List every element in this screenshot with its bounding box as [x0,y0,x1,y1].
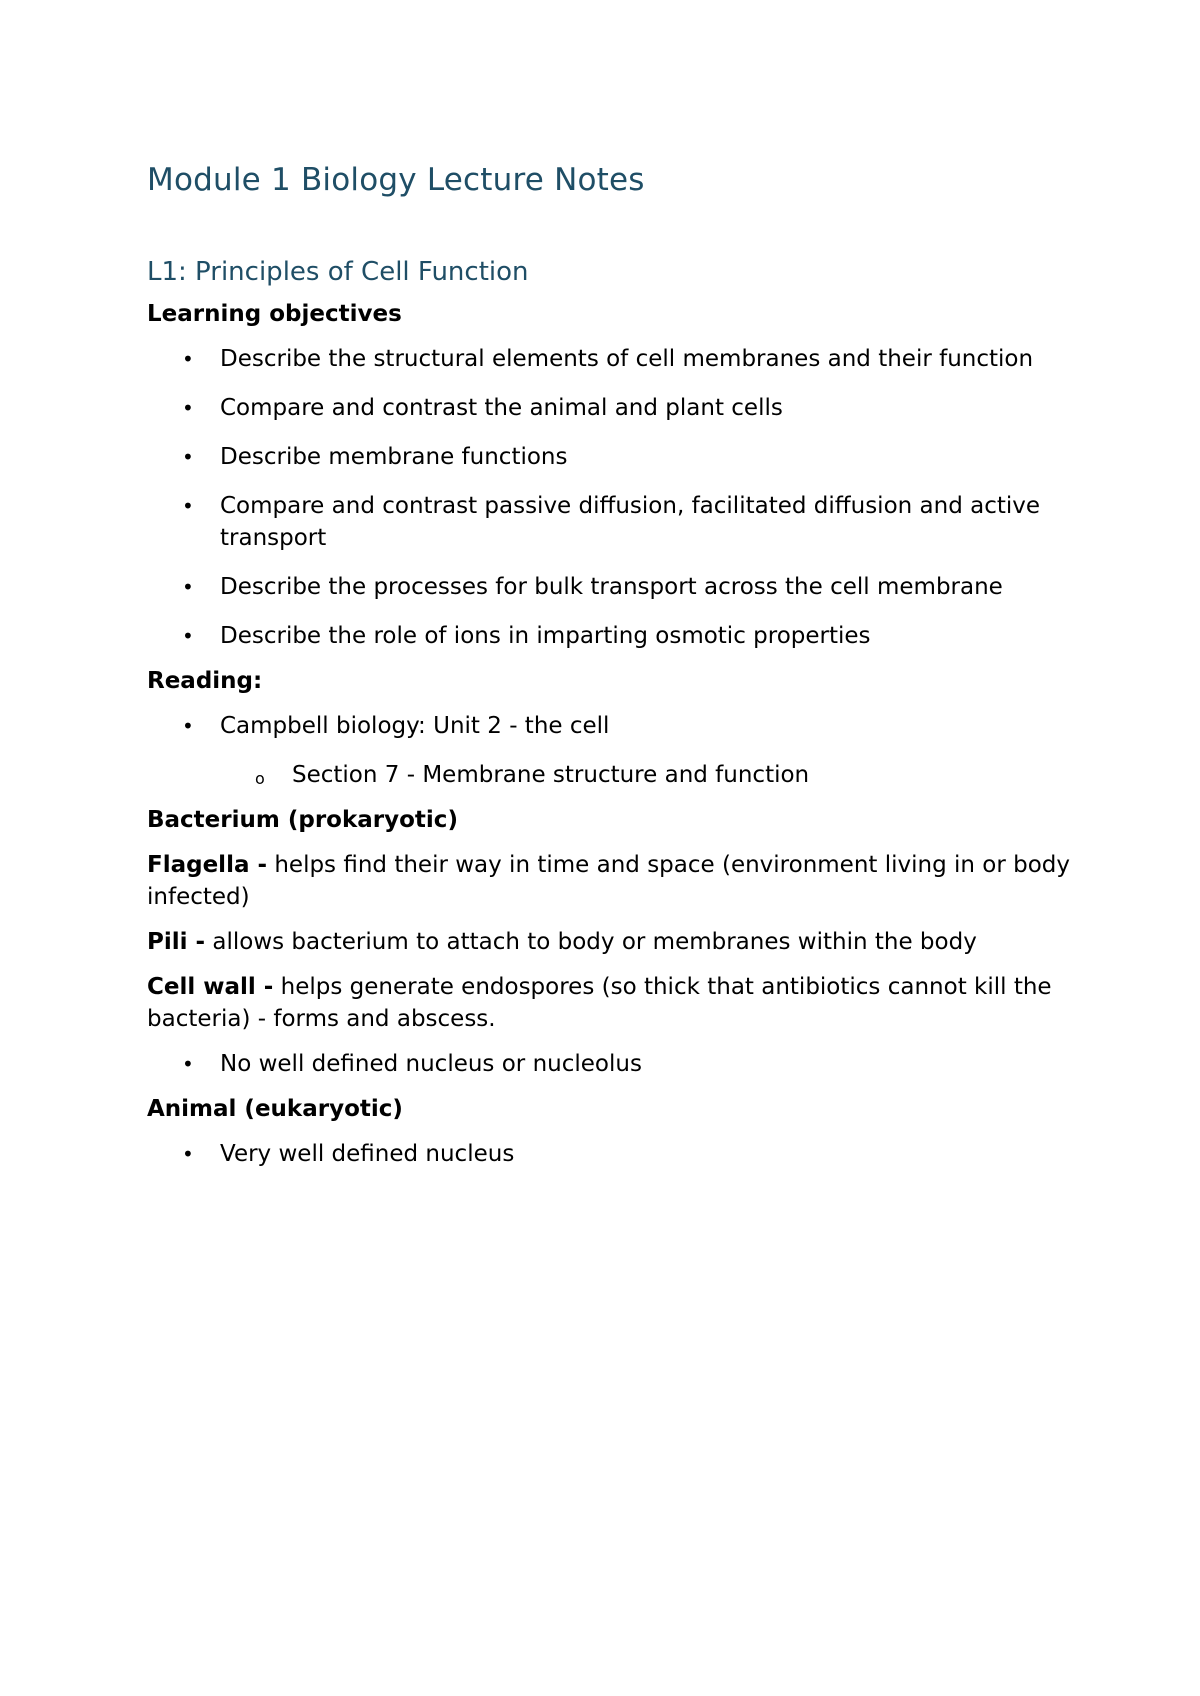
document-page [147,158,1077,1170]
term-cell-wall [147,971,1077,1035]
term-label: Flagella - [147,852,268,878]
bullet-icon: • [182,347,194,371]
list-item [147,1138,1077,1170]
list-item-text: Describe the role of ions in imparting osmotic properties [220,623,871,649]
list-item [147,571,1077,603]
bullet-icon: • [182,445,194,469]
list-item-text: Describe the structural elements of cell membranes and their function [220,346,1034,372]
bullet-icon: • [182,396,194,420]
list-item [147,1048,1077,1080]
learning-objectives-list [147,343,1077,652]
list-item [147,343,1077,375]
bullet-icon: • [182,575,194,599]
bullet-icon: • [182,624,194,648]
term-definition: allows bacterium to attach to body or membranes within the body [205,929,977,955]
bacterium-heading: Bacterium (prokaryotic) [147,807,458,833]
reading-sub-list [147,759,1077,791]
term-definition: helps generate endospores (so thick that antibiotics cannot kill the bacteria) - forms and abscess. [147,974,1052,1032]
list-item-text: Describe the processes for bulk transport across the cell membrane [220,574,1003,600]
list-item-text: Compare and contrast the animal and plant cells [220,395,783,421]
list-item [147,441,1077,473]
list-item-text: Compare and contrast passive diffusion, facilitated diffusion and active transport [220,493,1041,551]
term-pili [147,926,1077,958]
reading-heading: Reading: [147,668,263,694]
list-item [147,759,1077,791]
bacterium-list [147,1048,1077,1080]
term-label: Pili - [147,929,206,955]
list-item [147,620,1077,652]
animal-heading: Animal (eukaryotic) [147,1096,403,1122]
list-item-text: Describe membrane functions [220,444,568,470]
term-label: Cell wall - [147,974,274,1000]
reading-list [147,710,1077,742]
term-definition: helps find their way in time and space (environment living in or body infected) [147,852,1071,910]
list-item-text: Very well defined nucleus [220,1141,515,1167]
list-item [147,490,1077,554]
document-title: Module 1 Biology Lecture Notes [147,162,645,198]
animal-list [147,1138,1077,1170]
list-item-text: Section 7 - Membrane structure and function [292,762,810,788]
lecture-heading: L1: Principles of Cell Function [147,257,529,287]
sub-bullet-icon: o [255,769,265,788]
bullet-icon: • [182,1052,194,1076]
list-item-text: Campbell biology: Unit 2 - the cell [220,713,610,739]
bullet-icon: • [182,494,194,518]
list-item-text: No well defined nucleus or nucleolus [220,1051,642,1077]
bullet-icon: • [182,714,194,738]
term-flagella [147,849,1077,913]
list-item [147,392,1077,424]
learning-objectives-heading: Learning objectives [147,301,402,327]
bullet-icon: • [182,1142,194,1166]
list-item [147,710,1077,742]
